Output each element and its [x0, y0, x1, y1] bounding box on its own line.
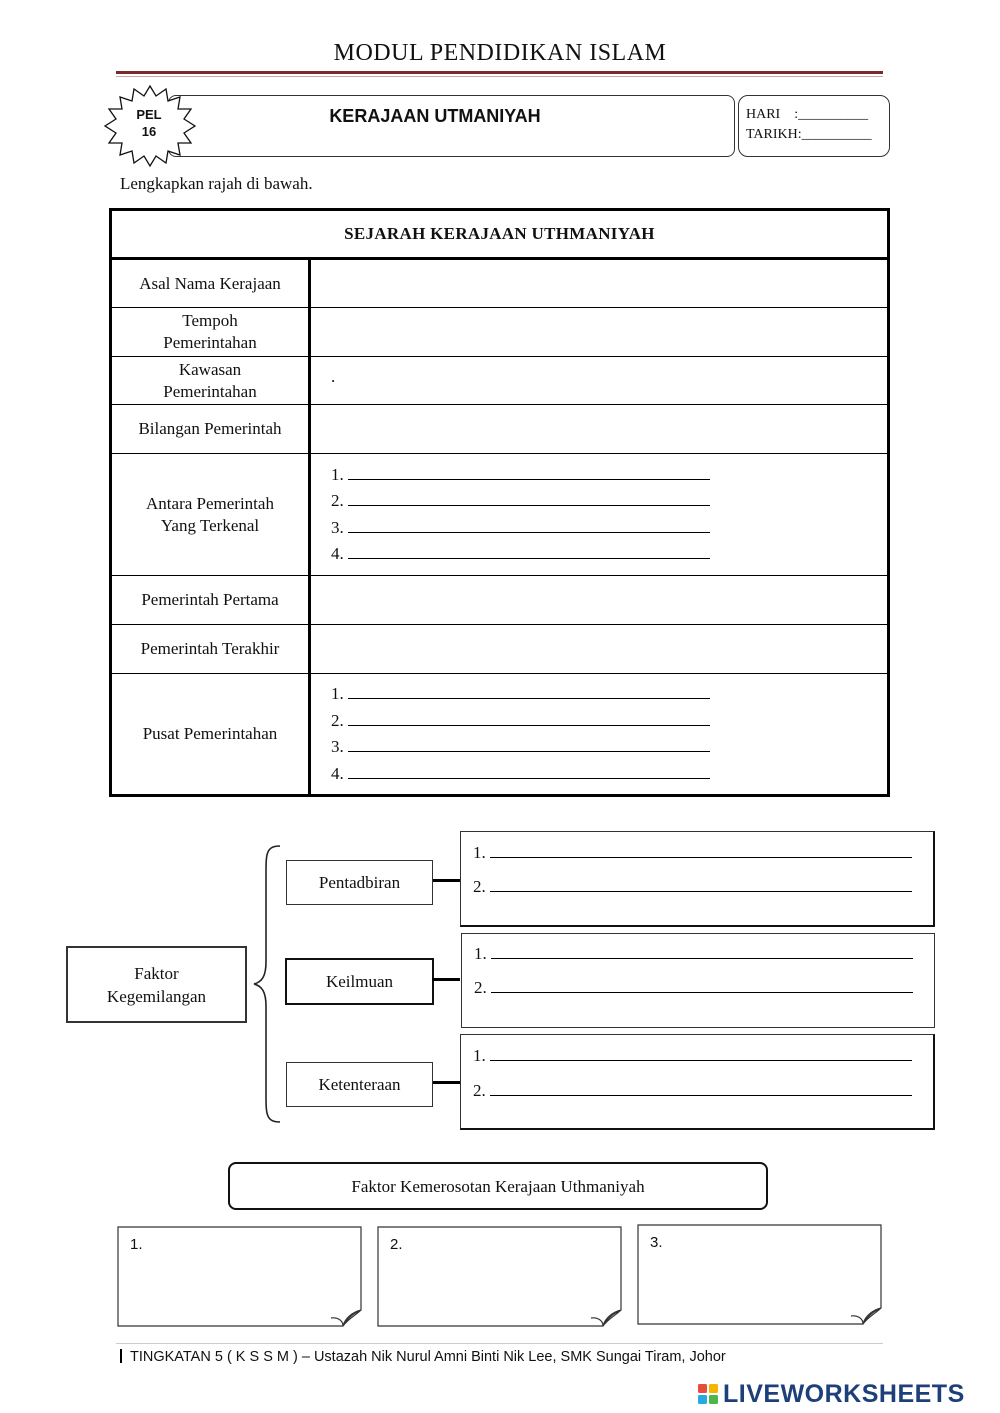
item-number: 1.: [473, 1046, 486, 1065]
item-number: 2.: [473, 1081, 486, 1100]
connector-line: [433, 879, 461, 882]
footer-text: TINGKATAN 5 ( K S S M ) – Ustazah Nik Nurul Amni Binti Nik Lee, SMK Sungai Tiram, Johor: [130, 1349, 726, 1365]
item-number: 1.: [331, 684, 344, 703]
footer-bar: [120, 1349, 122, 1363]
answer-line[interactable]: [473, 1044, 912, 1066]
answer-line[interactable]: [473, 841, 912, 863]
row-label: Pusat Pemerintahan: [111, 674, 310, 796]
faktor-kegemilangan-label: Faktor Kegemilangan: [106, 963, 207, 1006]
kemerosotan-answer-card[interactable]: [377, 1226, 621, 1327]
answer-line[interactable]: [474, 942, 913, 964]
connector-line: [432, 978, 460, 981]
answer-line[interactable]: [331, 761, 887, 788]
answer-line[interactable]: [473, 1079, 912, 1101]
footer: [120, 1349, 726, 1365]
item-number: 2.: [390, 1236, 403, 1253]
row-label: [111, 308, 310, 357]
ketenteraan-answer-box: [460, 1034, 935, 1130]
curly-brace-icon: [250, 844, 284, 1124]
item-number: 3.: [331, 517, 344, 537]
answer-line[interactable]: [474, 976, 913, 998]
category-pentadbiran-box: [286, 860, 433, 905]
instruction-text: Lengkapkan rajah di bawah.: [120, 174, 313, 193]
item-number: 3.: [650, 1234, 663, 1251]
liveworksheets-logo[interactable]: [697, 1380, 965, 1408]
item-number: 2.: [473, 877, 486, 896]
keilmuan-answer-box: [461, 933, 935, 1028]
item-number: 4.: [331, 763, 344, 783]
connector-line: [433, 1081, 461, 1084]
tarikh-field[interactable]: TARIKH:__________: [746, 127, 872, 142]
item-number: 1.: [130, 1236, 143, 1253]
category-label: Pentadbiran: [318, 873, 401, 892]
badge-line-1: PEL: [136, 107, 162, 122]
table-row: [111, 454, 889, 576]
row-label: Pemerintah Terakhir: [111, 625, 310, 674]
table-row: [111, 357, 889, 405]
hari-field[interactable]: HARI :__________: [746, 107, 869, 122]
kemerosotan-title: Faktor Kemerosotan Kerajaan Uthmaniyah: [351, 1176, 645, 1196]
category-keilmuan-box: [285, 958, 434, 1005]
category-label: Ketenteraan: [318, 1075, 401, 1094]
table-row: [111, 308, 889, 357]
answer-cell[interactable]: [310, 308, 889, 357]
liveworksheets-logo-text: LIVEWORKSHEETS: [723, 1379, 965, 1408]
table-row: [111, 674, 889, 796]
item-number: 2.: [474, 978, 487, 997]
answer-cell[interactable]: .: [310, 357, 889, 405]
answer-line[interactable]: [331, 681, 887, 708]
answer-cell[interactable]: [310, 259, 889, 308]
row-label-text: Antara Pemerintah Yang Terkenal: [146, 493, 274, 535]
kemerosotan-answer-card[interactable]: [117, 1226, 361, 1327]
answer-cell[interactable]: [310, 576, 889, 625]
item-number: 1.: [331, 464, 344, 484]
header-divider-thin: [116, 76, 883, 77]
row-label: Asal Nama Kerajaan: [111, 259, 310, 308]
item-number: 1.: [474, 944, 487, 963]
table-row: [111, 259, 889, 308]
answer-line[interactable]: [473, 875, 912, 897]
answer-line[interactable]: [331, 515, 887, 542]
category-ketenteraan-box: [286, 1062, 433, 1107]
item-number: 4.: [331, 544, 344, 563]
page-curl-card-icon: [637, 1224, 883, 1326]
item-number: 3.: [331, 737, 344, 756]
liveworksheets-icon: [697, 1383, 719, 1405]
table-row: [111, 405, 889, 454]
page-curl-card-icon: [377, 1226, 623, 1328]
lesson-title: KERAJAAN UTMANIYAH: [329, 106, 541, 126]
answer-line[interactable]: [331, 488, 887, 515]
answer-line[interactable]: [331, 541, 887, 568]
answer-line[interactable]: [331, 708, 887, 735]
answer-line[interactable]: [331, 462, 887, 489]
faktor-kegemilangan-box: [66, 946, 247, 1023]
row-label: [111, 454, 310, 576]
page-curl-card-icon: [117, 1226, 363, 1328]
table-row: [111, 576, 889, 625]
sejarah-table: [109, 208, 890, 797]
module-title: MODUL PENDIDIKAN ISLAM: [333, 40, 667, 66]
footer-divider: [116, 1343, 883, 1344]
date-box: [738, 95, 890, 157]
pentadbiran-answer-box: [460, 831, 935, 927]
lesson-number-badge: [112, 106, 186, 140]
item-number: 2.: [331, 491, 344, 510]
answer-cell[interactable]: [310, 625, 889, 674]
kemerosotan-title-box: [228, 1162, 768, 1210]
kemerosotan-answer-card[interactable]: [637, 1224, 881, 1325]
table-row: [111, 625, 889, 674]
category-label: Keilmuan: [325, 972, 394, 991]
row-label: Pemerintah Pertama: [111, 576, 310, 625]
header-divider: [116, 71, 883, 74]
answer-line[interactable]: [331, 734, 887, 761]
answer-list: [310, 454, 889, 576]
table-title: SEJARAH KERAJAAN UTHMANIYAH: [111, 210, 889, 259]
answer-cell[interactable]: [310, 405, 889, 454]
row-label: Bilangan Pemerintah: [111, 405, 310, 454]
row-label: [111, 357, 310, 405]
answer-list: [310, 674, 889, 796]
row-label-text: Tempoh Pemerintahan: [163, 311, 257, 352]
item-number: 2.: [331, 710, 344, 730]
row-label-text: Kawasan Pemerintahan: [163, 359, 257, 401]
badge-line-2: 16: [141, 124, 157, 139]
item-number: 1.: [473, 843, 486, 862]
